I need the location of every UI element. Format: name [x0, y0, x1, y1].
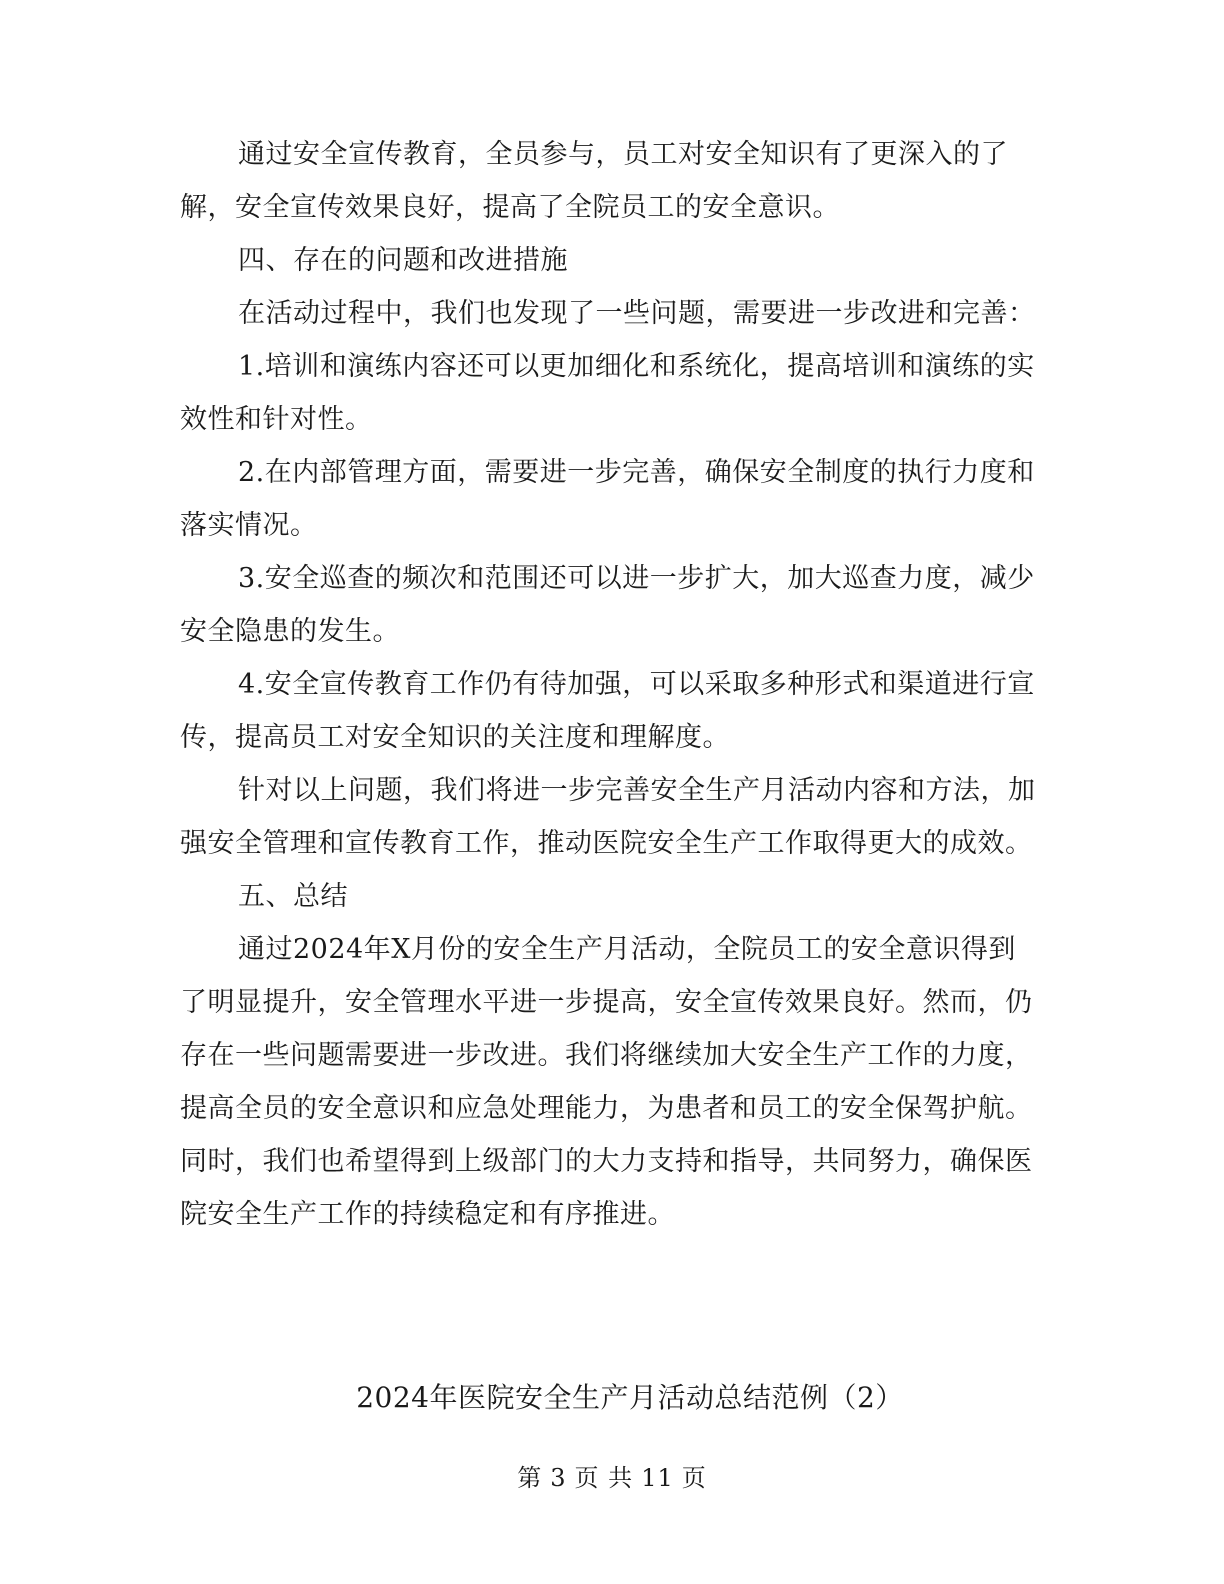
next-document-title: 2024年医院安全生产月活动总结范例（2）	[356, 1381, 904, 1414]
section-heading-summary: 五、总结	[238, 881, 348, 912]
page-footer	[0, 1458, 1224, 1498]
footer-prefix: 第	[517, 1464, 543, 1492]
paragraph-problems-intro: 在活动过程中，我们也发现了一些问题，需要进一步改进和完善：	[238, 298, 1036, 329]
list-item-3: 3.安全巡查的频次和范围还可以进一步扩大，加大巡查力度，减少安全隐患的发生。	[180, 563, 1035, 647]
paragraph-improvement: 针对以上问题，我们将进一步完善安全生产月活动内容和方法，加强安全管理和宣传教育工作，推动医院安全生产工作取得更大的成效。	[180, 775, 1036, 859]
footer-total-pages: 11	[641, 1464, 674, 1492]
footer-suffix: 页	[681, 1464, 707, 1492]
paragraph-safety-education: 通过安全宣传教育，全员参与，员工对安全知识有了更深入的了解，安全宣传效果良好，提高了全院员工的安全意识。	[180, 139, 1008, 223]
paragraph-summary: 通过2024年X月份的安全生产月活动，全院员工的安全意识得到了明显提升，安全管理水平进一步提高，安全宣传效果良好。然而，仍存在一些问题需要进一步改进。我们将继续加大安全生产工作的力度，提高全员的安全意识和应急处理能力，为患者和员工的安全保驾护航。同时，我们也希望得到上级部门的大力支持和指导，共同努力，确保医院安全生产工作的持续稳定和有序推进。	[180, 934, 1033, 1230]
list-item-1: 1.培训和演练内容还可以更加细化和系统化，提高培训和演练的实效性和针对性。	[180, 351, 1035, 435]
list-item-4: 4.安全宣传教育工作仍有待加强，可以采取多种形式和渠道进行宣传，提高员工对安全知识的关注度和理解度。	[180, 669, 1035, 753]
section-heading-problems: 四、存在的问题和改进措施	[238, 245, 568, 276]
footer-current-page: 3	[550, 1464, 567, 1492]
document-body	[180, 128, 1040, 1241]
footer-middle: 页 共	[574, 1464, 634, 1492]
list-item-2: 2.在内部管理方面，需要进一步完善，确保安全制度的执行力度和落实情况。	[180, 457, 1035, 541]
